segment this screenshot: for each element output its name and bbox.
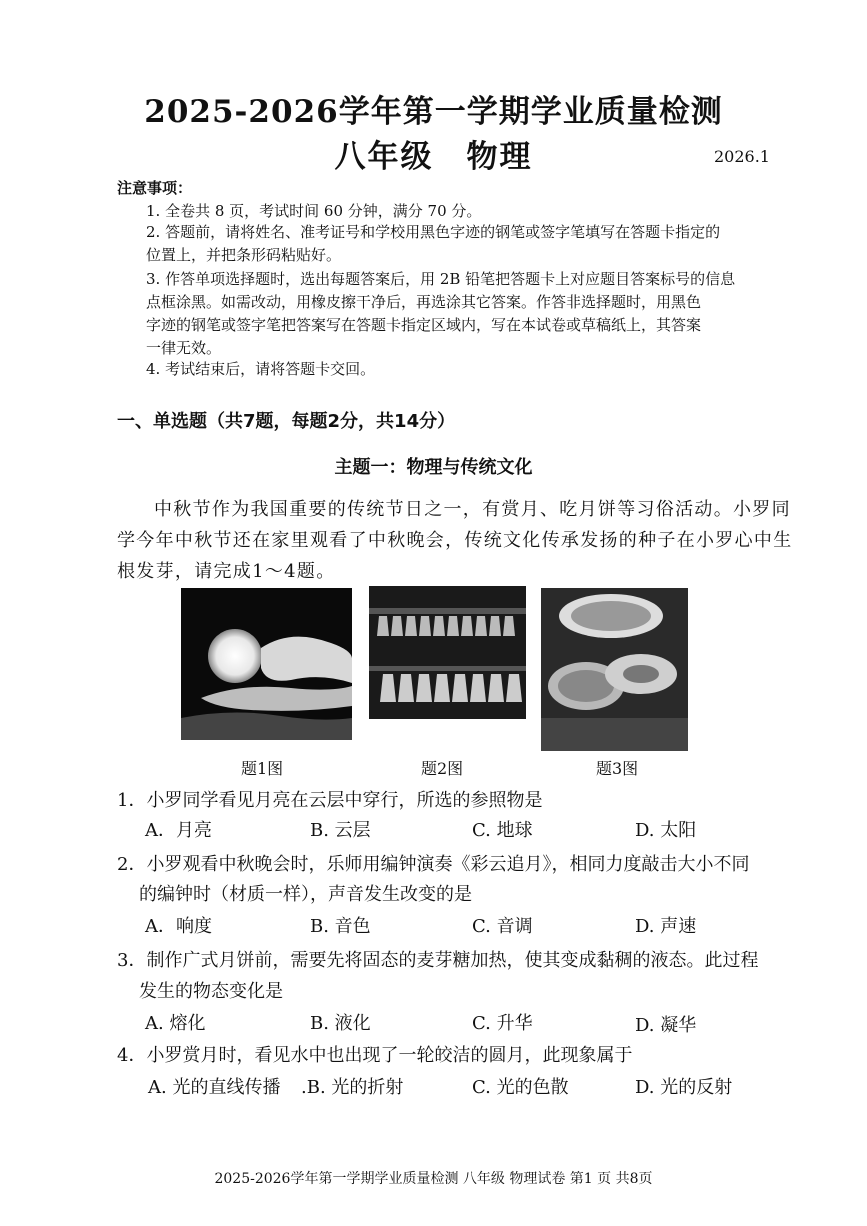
option: .B. 光的折射	[301, 1077, 404, 1098]
option: D. 凝华	[635, 1015, 697, 1036]
exam-date: 2026.1	[714, 147, 770, 166]
theme-title: 主题一：物理与传统文化	[334, 457, 533, 478]
question-3: 3．制作广式月饼前，需要先将固态的麦芽糖加热，使其变成黏稠的液态。此过程	[117, 950, 759, 971]
note-line: 点框涂黑。如需改动，用橡皮擦干净后，再选涂其它答案。作答非选择题时，用黑色	[146, 293, 702, 311]
section-title: 一、单选题（共7题，每题2分，共14分）	[117, 411, 456, 432]
intro-line: 中秋节作为我国重要的传统节日之一，有赏月、吃月饼等习俗活动。小罗同	[154, 499, 791, 520]
mooncake-photo	[541, 588, 688, 751]
note-line: 一律无效。	[146, 339, 222, 357]
question-2: 2．小罗观看中秋晚会时，乐师用编钟演奏《彩云追月》，相同力度敲击大小不同	[117, 854, 750, 875]
option: D. 光的反射	[635, 1077, 733, 1098]
option: C. 音调	[472, 916, 533, 937]
option: C. 地球	[472, 820, 533, 841]
question-1: 1．小罗同学看见月亮在云层中穿行，所选的参照物是	[117, 790, 543, 811]
option: A. 熔化	[145, 1013, 206, 1034]
note-line: 2. 答题前，请将姓名、准考证号和学校用黑色字迹的钢笔或签字笔填写在答题卡指定的	[146, 223, 721, 241]
question-4: 4．小罗赏月时，看见水中也出现了一轮皎洁的圆月，此现象属于	[117, 1045, 633, 1066]
moon-photo	[181, 588, 352, 740]
bells-photo	[369, 586, 526, 719]
option: C. 光的色散	[472, 1077, 569, 1098]
figure-caption: 题3图	[596, 759, 639, 778]
note-line: 位置上，并把条形码粘贴好。	[146, 246, 342, 264]
intro-line: 学今年中秋节还在家里观看了中秋晚会，传统文化传承发扬的种子在小罗心中生	[117, 530, 793, 551]
intro-line: 根发芽，请完成1～4题。	[117, 561, 336, 582]
option: A．月亮	[145, 820, 212, 841]
question-3-cont: 发生的物态变化是	[139, 981, 283, 1002]
option: C. 升华	[472, 1013, 533, 1034]
option: A. 光的直线传播	[148, 1077, 281, 1098]
exam-title: 2025-2026学年第一学期学业质量检测	[144, 94, 723, 130]
exam-subtitle: 八年级 物理	[334, 139, 533, 175]
option: B. 音色	[310, 916, 371, 937]
option: D. 声速	[635, 916, 697, 937]
note-line: 3. 作答单项选择题时，选出每题答案后，用 2B 铅笔把答题卡上对应题目答案标号的信息	[146, 270, 736, 288]
option: A．响度	[145, 916, 212, 937]
figure-caption: 题2图	[421, 759, 464, 778]
note-line: 1. 全卷共 8 页，考试时间 60 分钟，满分 70 分。	[146, 202, 482, 220]
question-2-cont: 的编钟时（材质一样），声音发生改变的是	[139, 884, 472, 905]
note-line: 字迹的钢笔或签字笔把答案写在答题卡指定区域内，写在本试卷或草稿纸上，其答案	[146, 316, 702, 334]
note-line: 4. 考试结束后，请将答题卡交回。	[146, 360, 376, 378]
notes-heading: 注意事项：	[117, 179, 193, 197]
figure-caption: 题1图	[241, 759, 284, 778]
option: B. 液化	[310, 1013, 371, 1034]
option: D. 太阳	[635, 820, 697, 841]
page-footer: 2025-2026学年第一学期学业质量检测 八年级 物理试卷 第1 页 共8页	[214, 1171, 653, 1187]
option: B. 云层	[310, 820, 371, 841]
